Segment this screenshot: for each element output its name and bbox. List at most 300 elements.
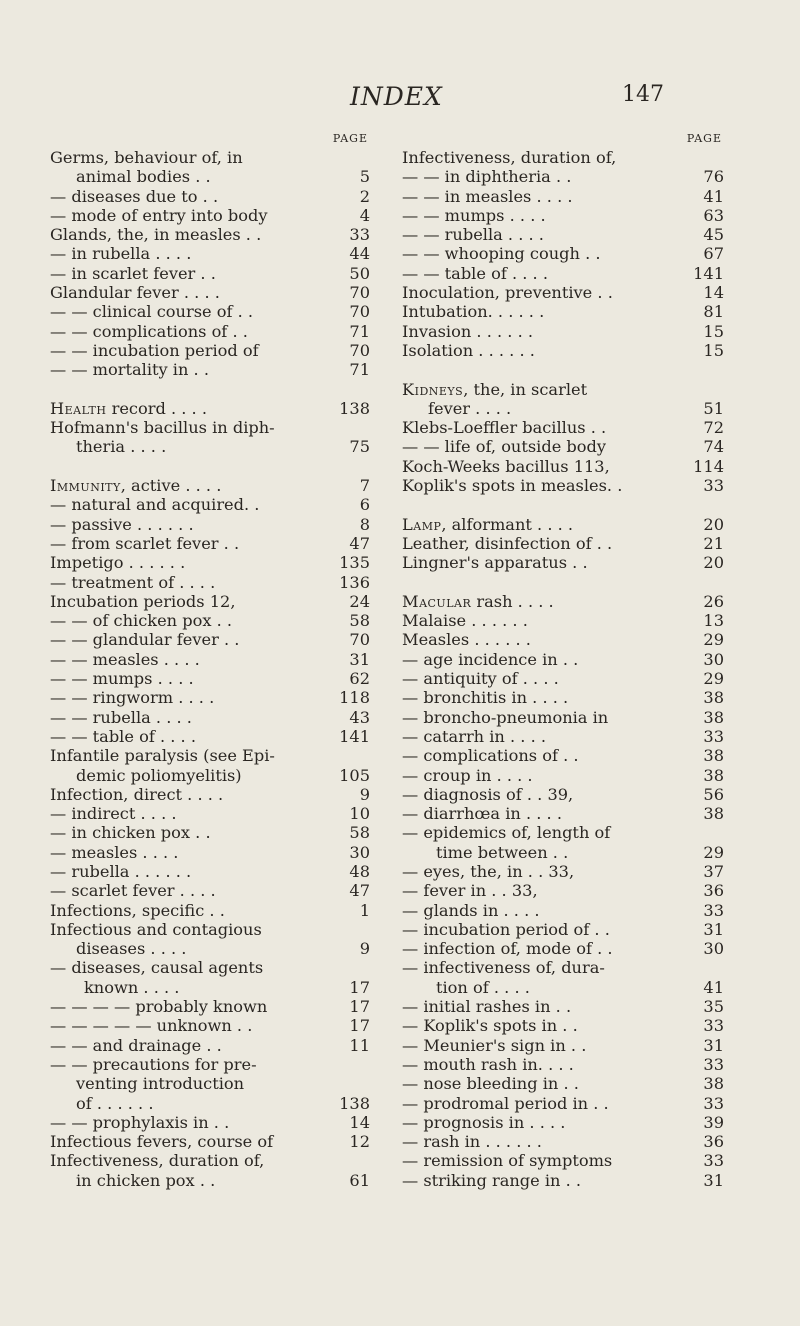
- index-entry-page: 13: [703, 611, 724, 631]
- index-entry: [50, 573, 370, 592]
- index-entry: [50, 727, 370, 746]
- index-entry-text: tion of . . . .: [436, 977, 530, 997]
- index-entry-page: 33: [703, 726, 724, 746]
- index-entry-text: Leather, disinfection of . .: [402, 533, 613, 553]
- index-entry-text: Measles . . . . . .: [402, 630, 531, 650]
- index-entry: [402, 515, 724, 534]
- index-entry: [50, 264, 370, 283]
- index-entry: [402, 708, 724, 727]
- index-entry-page: 47: [349, 881, 370, 901]
- index-entry-text: time between . .: [436, 842, 569, 862]
- index-entry-text: Malaise . . . . . .: [402, 611, 528, 631]
- index-entry-page: 44: [349, 244, 370, 264]
- index-entry-text: Hofmann's bacillus in diph-: [50, 418, 275, 438]
- index-entry-text: — catarrh in . . . .: [402, 726, 547, 746]
- index-entry: [50, 1171, 370, 1190]
- index-entry-text: — infectiveness of, dura-: [402, 958, 605, 978]
- index-entry-text: — — — — probably known: [50, 997, 268, 1017]
- index-entry: [50, 650, 370, 669]
- index-entry-page: 10: [349, 804, 370, 824]
- index-entry: [402, 592, 724, 611]
- index-entry-page: 20: [703, 553, 724, 573]
- index-entry-text: theria . . . .: [76, 437, 167, 457]
- index-entry-text: — croup in . . . .: [402, 765, 533, 785]
- index-entry-page: 9: [359, 784, 370, 804]
- index-entry-text: — fever in . . 33,: [402, 881, 538, 901]
- index-entry: [50, 997, 370, 1016]
- index-entry-text: Health record . . . .: [50, 398, 207, 418]
- index-entry-text: — initial rashes in . .: [402, 997, 572, 1017]
- index-entry-text: Glands, the, in measles . .: [50, 225, 262, 245]
- index-entry-text: — infection of, mode of . .: [402, 939, 613, 959]
- index-entry: [50, 1113, 370, 1132]
- index-entry-text: Macular rash . . . .: [402, 591, 554, 611]
- index-entry-text: — — glandular fever . .: [50, 630, 240, 650]
- index-entry: [402, 225, 724, 244]
- index-entry-page: 37: [703, 861, 724, 881]
- index-entry-text: — — mumps . . . .: [50, 669, 194, 689]
- index-entry-page: 15: [703, 340, 724, 360]
- index-entry-page: 74: [703, 437, 724, 457]
- index-entry: [50, 978, 370, 997]
- index-entry-page: 29: [703, 842, 724, 862]
- index-entry-text: — — in diphtheria . .: [402, 167, 572, 187]
- index-entry: [402, 669, 724, 688]
- index-entry: [402, 1016, 724, 1035]
- index-entry-text: Koch-Weeks bacillus 113,: [402, 456, 610, 476]
- index-entry-text: — — table of . . . .: [402, 263, 548, 283]
- index-entry: [50, 1055, 370, 1074]
- index-entry: [402, 1151, 724, 1170]
- index-entry: [50, 360, 370, 379]
- index-entry-list: [50, 148, 370, 1190]
- index-entry: [402, 476, 724, 495]
- index-entry-page: 7: [359, 476, 370, 496]
- index-entry-text: — — rubella . . . .: [402, 225, 544, 245]
- index-entry: [402, 264, 724, 283]
- index-entry-text: — — clinical course of . .: [50, 302, 254, 322]
- index-entry-page: 58: [349, 611, 370, 631]
- index-entry-text: — — rubella . . . .: [50, 707, 192, 727]
- index-entry-text: Klebs-Loeffler bacillus . .: [402, 418, 607, 438]
- index-entry-text: Infectious and contagious: [50, 919, 262, 939]
- index-entry: [402, 881, 724, 900]
- index-entry-text: Invasion . . . . . .: [402, 321, 534, 341]
- index-entry-text: — diseases, causal agents: [50, 958, 264, 978]
- index-entry-page: 8: [359, 514, 370, 534]
- index-entry-text: Infections, specific . .: [50, 900, 225, 920]
- index-entry-page: 15: [703, 321, 724, 341]
- index-entry: [50, 534, 370, 553]
- index-entry-page: 141: [339, 726, 370, 746]
- index-entry-page: 138: [339, 398, 370, 418]
- index-entry-text: — measles . . . .: [50, 842, 179, 862]
- index-entry: [50, 920, 370, 939]
- index-entry-text: — natural and acquired. .: [50, 495, 260, 515]
- index-entry-text: — epidemics of, length of: [402, 823, 611, 843]
- index-entry: [50, 167, 370, 186]
- index-entry: [402, 1094, 724, 1113]
- index-entry-text: Germs, behaviour of, in: [50, 148, 243, 167]
- index-entry-text: — rash in . . . . . .: [402, 1132, 542, 1152]
- index-column-left: [50, 132, 370, 1190]
- index-entry: [402, 1036, 724, 1055]
- index-entry: [402, 939, 724, 958]
- index-entry-page: 30: [349, 842, 370, 862]
- index-entry-text: fever . . . .: [428, 398, 512, 418]
- index-entry-page: 56: [703, 784, 724, 804]
- index-entry-page: 6: [359, 495, 370, 515]
- index-entry-text: — — in measles . . . .: [402, 186, 573, 206]
- index-entry-text: in chicken pox . .: [76, 1170, 216, 1190]
- index-entry-text: — diseases due to . .: [50, 186, 219, 206]
- index-entry: [402, 380, 724, 399]
- index-entry-text: — — table of . . . .: [50, 726, 196, 746]
- index-entry: [402, 437, 724, 456]
- index-entry: [50, 553, 370, 572]
- running-header-title: INDEX: [350, 82, 443, 111]
- index-entry-text: — — mortality in . .: [50, 360, 209, 380]
- index-entry-text: venting introduction: [76, 1074, 245, 1094]
- index-entry: [402, 418, 724, 437]
- page-column-label: PAGE: [332, 132, 368, 145]
- index-entry: [402, 322, 724, 341]
- index-entry: [50, 1132, 370, 1151]
- index-entry-text: — diarrhœa in . . . .: [402, 804, 562, 824]
- index-entry: [50, 322, 370, 341]
- index-entry-text: — — precautions for pre-: [50, 1054, 257, 1074]
- index-entry-text: — treatment of . . . .: [50, 572, 216, 592]
- index-entry-page: 81: [703, 302, 724, 322]
- index-entry-text: — incubation period of . .: [402, 919, 610, 939]
- index-entry-text: — glands in . . . .: [402, 900, 540, 920]
- index-entry: [402, 843, 724, 862]
- index-entry-page: 67: [703, 244, 724, 264]
- index-entry-page: 71: [349, 360, 370, 380]
- index-entry-text: Incubation periods 12,: [50, 591, 236, 611]
- index-entry-text: — indirect . . . .: [50, 804, 177, 824]
- index-entry: [50, 939, 370, 958]
- index-entry: [402, 148, 724, 167]
- index-entry-text: — — complications of . .: [50, 321, 248, 341]
- index-entry-text: Intubation. . . . . .: [402, 302, 545, 322]
- index-entry: [402, 804, 724, 823]
- index-entry-text: of . . . . . .: [76, 1093, 154, 1113]
- index-entry-page: 38: [703, 1074, 724, 1094]
- index-entry: [50, 1016, 370, 1035]
- index-entry: [402, 187, 724, 206]
- index-entry-page: 70: [349, 302, 370, 322]
- index-entry-text: — Koplik's spots in . .: [402, 1016, 578, 1036]
- index-entry-text: — in chicken pox . .: [50, 823, 211, 843]
- index-entry-page: 58: [349, 823, 370, 843]
- index-entry-text: Infectiveness, duration of,: [402, 148, 617, 167]
- index-entry: [50, 688, 370, 707]
- index-entry-text: — Meunier's sign in . .: [402, 1035, 587, 1055]
- index-entry: [50, 341, 370, 360]
- index-entry-text: Isolation . . . . . .: [402, 340, 535, 360]
- index-entry-page: 118: [339, 688, 370, 708]
- index-entry-page: 30: [703, 649, 724, 669]
- index-entry-text: — complications of . .: [402, 746, 579, 766]
- index-entry: [402, 341, 724, 360]
- index-entry: [402, 283, 724, 302]
- index-entry-text: — antiquity of . . . .: [402, 669, 559, 689]
- index-entry: [402, 1055, 724, 1074]
- index-entry-text: — rubella . . . . . .: [50, 861, 192, 881]
- index-entry-text: — in rubella . . . .: [50, 244, 192, 264]
- index-entry-text: — nose bleeding in . .: [402, 1074, 579, 1094]
- index-entry: [402, 534, 724, 553]
- index-entry: [50, 148, 370, 167]
- index-entry: [50, 244, 370, 263]
- index-entry: [50, 1151, 370, 1170]
- index-entry: [50, 669, 370, 688]
- index-entry-text: Inoculation, preventive . .: [402, 283, 613, 303]
- index-entry-page: 14: [703, 283, 724, 303]
- index-entry-text: — mouth rash in. . . .: [402, 1054, 574, 1074]
- index-entry-page: 36: [703, 881, 724, 901]
- index-entry: [402, 206, 724, 225]
- index-entry-page: 29: [703, 669, 724, 689]
- index-entry: [402, 1074, 724, 1093]
- index-entry: [402, 901, 724, 920]
- index-entry: [402, 1113, 724, 1132]
- index-entry: [50, 206, 370, 225]
- index-entry-text: — from scarlet fever . .: [50, 533, 240, 553]
- index-entry: [50, 418, 370, 437]
- index-entry: [50, 804, 370, 823]
- index-entry-page: 31: [703, 919, 724, 939]
- index-entry-page: 61: [349, 1170, 370, 1190]
- index-entry: [402, 630, 724, 649]
- index-entry-text: — diagnosis of . . 39,: [402, 784, 574, 804]
- index-entry-page: 75: [349, 437, 370, 457]
- index-entry-text: — — mumps . . . .: [402, 205, 546, 225]
- index-entry-page: 38: [703, 688, 724, 708]
- index-entry: [50, 399, 370, 418]
- index-entry-text: — prognosis in . . . .: [402, 1112, 566, 1132]
- index-entry: [402, 978, 724, 997]
- index-entry-page: 1: [359, 900, 370, 920]
- index-entry-text: — broncho-pneumonia in: [402, 707, 609, 727]
- index-entry-page: 70: [349, 340, 370, 360]
- index-entry-page: 50: [349, 263, 370, 283]
- index-entry-page: 33: [703, 476, 724, 496]
- index-entry-text: — in scarlet fever . .: [50, 263, 216, 283]
- index-entry: [50, 958, 370, 977]
- index-entry-page: 45: [703, 225, 724, 245]
- index-column-right: [402, 132, 724, 1190]
- index-entry-text: — prodromal period in . .: [402, 1093, 609, 1113]
- index-entry-text: — bronchitis in . . . .: [402, 688, 569, 708]
- index-entry-page: 63: [703, 205, 724, 225]
- index-entry-text: Infectious fevers, course of: [50, 1132, 274, 1152]
- index-entry-page: 4: [359, 205, 370, 225]
- index-entry-page: 31: [349, 649, 370, 669]
- index-entry-page: 31: [703, 1035, 724, 1055]
- index-entry-page: 12: [349, 1132, 370, 1152]
- index-entry-page: 17: [349, 1016, 370, 1036]
- index-entry-text: — — — — — unknown . .: [50, 1016, 253, 1036]
- page-column-label: PAGE: [686, 132, 722, 145]
- index-entry-text: Infantile paralysis (see Epi-: [50, 746, 275, 766]
- index-entry-page: 71: [349, 321, 370, 341]
- index-entry-page: 38: [703, 804, 724, 824]
- index-entry-text: — — measles . . . .: [50, 649, 200, 669]
- index-entry-text: Lingner's apparatus . .: [402, 553, 588, 573]
- index-entry: [50, 187, 370, 206]
- index-entry-text: — — ringworm . . . .: [50, 688, 215, 708]
- index-entry: [402, 457, 724, 476]
- index-entry: [402, 688, 724, 707]
- index-entry-text: — age incidence in . .: [402, 649, 579, 669]
- index-entry-text: — — incubation period of: [50, 340, 259, 360]
- index-entry: [50, 515, 370, 534]
- index-entry-page: 9: [359, 939, 370, 959]
- index-entry: [402, 727, 724, 746]
- index-entry-page: 21: [703, 533, 724, 553]
- index-entry: [50, 283, 370, 302]
- index-entry: [50, 592, 370, 611]
- index-entry-page: 33: [703, 1151, 724, 1171]
- index-entry-page: 62: [349, 669, 370, 689]
- index-entry-text: Koplik's spots in measles. .: [402, 476, 623, 496]
- index-entry-text: — — and drainage . .: [50, 1035, 222, 1055]
- index-entry: [402, 399, 724, 418]
- index-entry: [50, 476, 370, 495]
- index-entry: [50, 766, 370, 785]
- index-entry-page: 33: [703, 1016, 724, 1036]
- index-entry-page: 33: [703, 1093, 724, 1113]
- index-entry: [50, 708, 370, 727]
- index-entry-page: 136: [339, 572, 370, 592]
- index-entry-page: 76: [703, 167, 724, 187]
- index-entry-page: 38: [703, 765, 724, 785]
- index-entry-page: 36: [703, 1132, 724, 1152]
- index-entry-page: 70: [349, 283, 370, 303]
- index-entry-page: 70: [349, 630, 370, 650]
- index-entry-text: Immunity, active . . . .: [50, 476, 222, 496]
- index-entry-page: 2: [359, 186, 370, 206]
- index-entry-text: — passive . . . . . .: [50, 514, 194, 534]
- index-entry-page: 30: [703, 939, 724, 959]
- index-entry-text: demic poliomyelitis): [76, 765, 242, 785]
- index-entry-page: 51: [703, 398, 724, 418]
- index-entry: [402, 766, 724, 785]
- index-entry-text: Glandular fever . . . .: [50, 283, 220, 303]
- index-entry-text: — scarlet fever . . . .: [50, 881, 216, 901]
- index-entry-text: diseases . . . .: [76, 939, 187, 959]
- index-entry-page: 5: [359, 167, 370, 187]
- index-entry-list: [402, 148, 724, 1190]
- index-entry: [50, 630, 370, 649]
- index-entry-page: 33: [349, 225, 370, 245]
- index-entry: [402, 611, 724, 630]
- index-entry-text: Infectiveness, duration of,: [50, 1151, 265, 1171]
- index-entry-page: 41: [703, 977, 724, 997]
- index-entry-page: 26: [703, 591, 724, 611]
- index-entry-text: — eyes, the, in . . 33,: [402, 861, 575, 881]
- index-entry: [50, 437, 370, 456]
- index-entry-page: 72: [703, 418, 724, 438]
- index-entry-page: 41: [703, 186, 724, 206]
- index-entry: [50, 901, 370, 920]
- index-entry-page: 38: [703, 707, 724, 727]
- index-entry-page: 33: [703, 900, 724, 920]
- index-entry: [50, 1036, 370, 1055]
- index-entry-page: 14: [349, 1112, 370, 1132]
- index-entry-page: 141: [693, 263, 724, 283]
- index-entry-page: 38: [703, 746, 724, 766]
- index-entry-text: known . . . .: [84, 977, 180, 997]
- index-entry-page: 31: [703, 1170, 724, 1190]
- index-entry: [402, 1132, 724, 1151]
- index-entry-page: 11: [349, 1035, 370, 1055]
- index-entry-text: — mode of entry into body: [50, 205, 268, 225]
- index-entry-page: 138: [339, 1093, 370, 1113]
- index-entry: [402, 1171, 724, 1190]
- index-entry: [50, 1074, 370, 1093]
- index-entry-page: 24: [349, 591, 370, 611]
- index-entry-text: — — of chicken pox . .: [50, 611, 233, 631]
- page-number: 147: [622, 82, 664, 107]
- index-entry-text: Impetigo . . . . . .: [50, 553, 186, 573]
- index-entry-text: Lamp, alformant . . . .: [402, 514, 574, 534]
- index-entry-text: — — prophylaxis in . .: [50, 1112, 230, 1132]
- index-entry-text: animal bodies . .: [76, 167, 211, 187]
- index-entry: [50, 785, 370, 804]
- index-entry: [50, 881, 370, 900]
- index-entry-page: 43: [349, 707, 370, 727]
- index-entry-text: — striking range in . .: [402, 1170, 582, 1190]
- index-entry-page: 33: [703, 1054, 724, 1074]
- index-entry: [50, 843, 370, 862]
- index-entry-page: 29: [703, 630, 724, 650]
- index-entry-page: 35: [703, 997, 724, 1017]
- index-entry: [50, 611, 370, 630]
- index-entry: [402, 244, 724, 263]
- index-entry: [50, 862, 370, 881]
- index-entry-text: Infection, direct . . . .: [50, 784, 224, 804]
- index-entry: [402, 553, 724, 572]
- index-entry: [50, 302, 370, 321]
- index-entry: [402, 650, 724, 669]
- index-entry-page: 135: [339, 553, 370, 573]
- index-entry: [50, 746, 370, 765]
- index-entry-page: 20: [703, 514, 724, 534]
- index-entry: [402, 997, 724, 1016]
- index-entry-text: — remission of symptoms: [402, 1151, 613, 1171]
- index-entry: [50, 225, 370, 244]
- index-entry-page: 39: [703, 1112, 724, 1132]
- index-entry-page: 105: [339, 765, 370, 785]
- index-entry: [402, 302, 724, 321]
- index-entry-page: 17: [349, 977, 370, 997]
- index-entry-page: 47: [349, 533, 370, 553]
- index-entry: [402, 862, 724, 881]
- index-entry: [402, 958, 724, 977]
- index-entry: [50, 823, 370, 842]
- index-entry: [402, 167, 724, 186]
- index-entry: [50, 1094, 370, 1113]
- index-entry-text: — — life of, outside body: [402, 437, 607, 457]
- index-entry-page: 17: [349, 997, 370, 1017]
- index-entry-page: 48: [349, 861, 370, 881]
- index-entry: [402, 920, 724, 939]
- index-entry: [402, 823, 724, 842]
- index-entry: [50, 495, 370, 514]
